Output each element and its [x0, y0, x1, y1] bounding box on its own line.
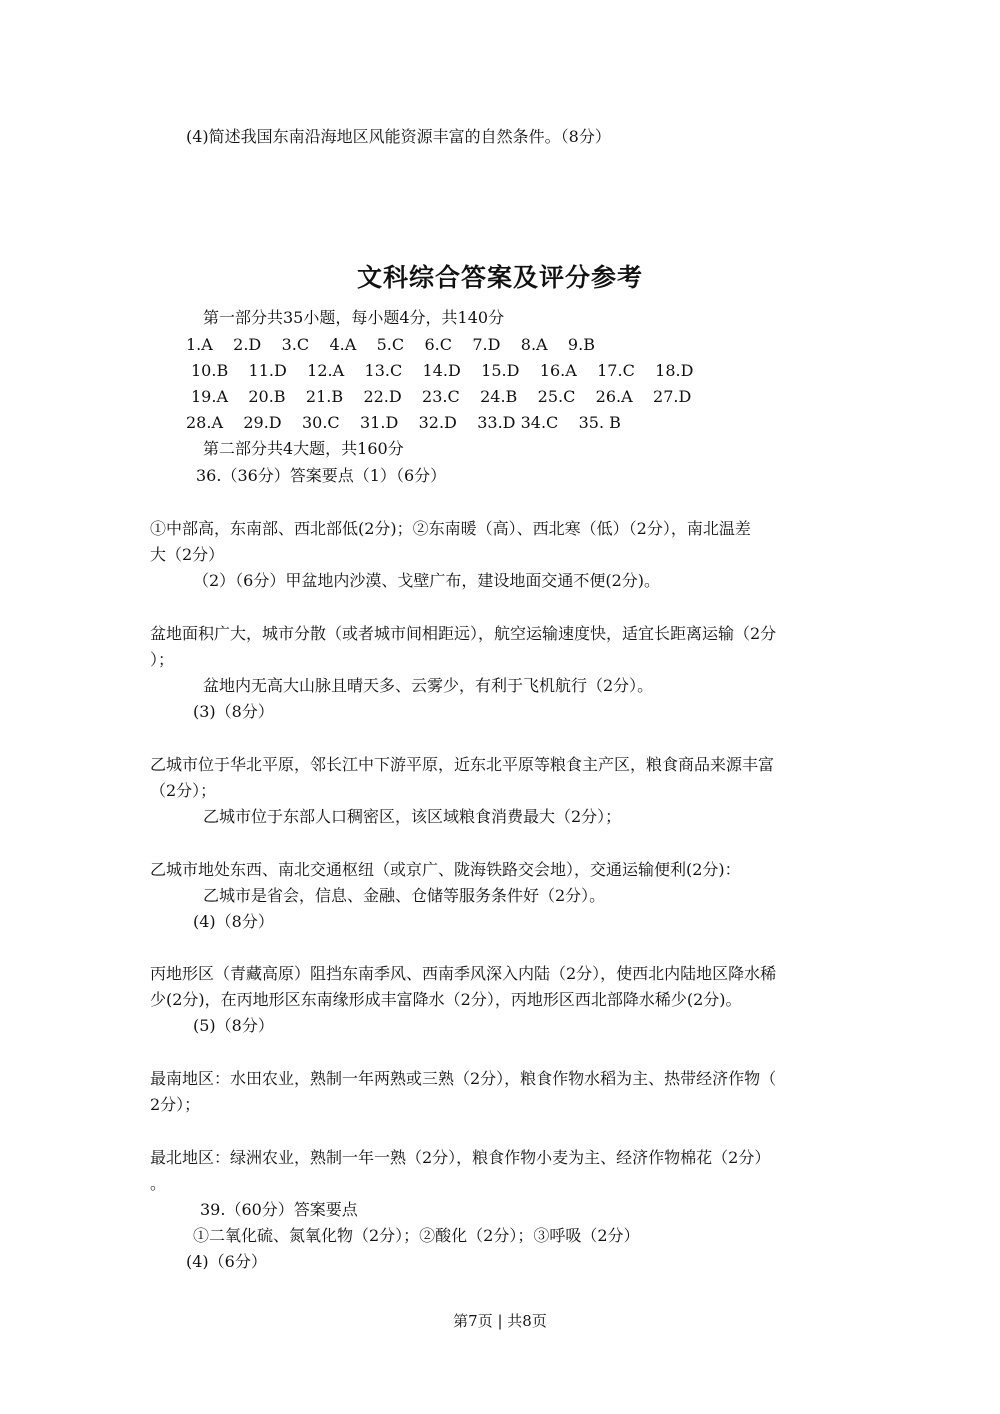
answer-row-3: 19.A 20.B 21.B 22.D 23.C 24.B 25.C 26.A 27.D — [191, 387, 692, 406]
q36-p5-line2: 2分）； — [150, 1095, 201, 1114]
q36-p4-line1: 丙地形区（青藏高原）阻挡东南季风、西南季风深入内陆（2分），使西北内陆地区降水稀 — [150, 964, 777, 983]
answer-row-4: 28.A 29.D 30.C 31.D 32.D 33.D 34.C 35. B — [186, 413, 621, 432]
q36-p5-line3: 最北地区：绿洲农业，熟制一年一熟（2分），粮食作物小麦为主、经济作物棉花（2分） — [150, 1148, 771, 1167]
q36-p1-line2: 大（2分） — [150, 545, 225, 564]
answer-row-1: 1.A 2.D 3.C 4.A 5.C 6.C 7.D 8.A 9.B — [186, 335, 595, 354]
q36-p1-line1: ①中部高，东南部、西北部低(2分)；②东南暖（高）、西北寒（低）（2分），南北温差 — [150, 519, 751, 538]
q36-p4-line2: 少(2分)，在丙地形区东南缘形成丰富降水（2分），丙地形区西北部降水稀少(2分)。 — [150, 990, 742, 1009]
q39-line1: ①二氧化硫、氮氧化物（2分）；②酸化（2分）；③呼吸（2分） — [193, 1226, 640, 1245]
q36-p2-line3: 盆地内无高大山脉且晴天多、云雾少，有利于飞机航行（2分）。 — [203, 676, 654, 695]
page-footer: 第7页 | 共8页 — [453, 1312, 547, 1330]
question-4: (4)简述我国东南沿海地区风能资源丰富的自然条件。（8分） — [186, 127, 611, 146]
q39-header: 39.（60分）答案要点 — [200, 1200, 358, 1219]
q36-header: 36.（36分）答案要点（1）（6分） — [196, 466, 447, 485]
q36-p3-line5: 乙城市是省会，信息、金融、仓储等服务条件好（2分）。 — [203, 886, 606, 905]
part1-header: 第一部分共35小题，每小题4分，共140分 — [203, 308, 505, 327]
q36-p2-header: （2）（6分）甲盆地内沙漠、戈壁广布，建设地面交通不便(2分)。 — [193, 571, 661, 590]
answer-row-2: 10.B 11.D 12.A 13.C 14.D 15.D 16.A 17.C 18.D — [191, 361, 694, 380]
q36-p2-line2: ）； — [150, 650, 175, 669]
q36-p4-header: (4)（8分） — [193, 912, 274, 931]
q36-p3-line4: 乙城市地处东西、南北交通枢纽（或京广、陇海铁路交会地），交通运输便利(2分)： — [150, 860, 741, 879]
q36-p5-line1: 最南地区：水田农业，熟制一年两熟或三熟（2分），粮食作物水稻为主、热带经济作物（ — [150, 1069, 777, 1088]
page-title: 文科综合答案及评分参考 — [356, 263, 643, 292]
part2-header: 第二部分共4大题，共160分 — [203, 439, 404, 458]
q39-p4-header: (4)（6分） — [186, 1252, 267, 1271]
q36-p3-line3: 乙城市位于东部人口稠密区，该区域粮食消费最大（2分）； — [203, 807, 622, 826]
q36-p5-line4: 。 — [150, 1174, 167, 1193]
q36-p3-line2: （2分）； — [150, 781, 217, 800]
q36-p3-line1: 乙城市位于华北平原，邻长江中下游平原，近东北平原等粮食主产区，粮食商品来源丰富 — [150, 755, 775, 774]
q36-p5-header: (5)（8分） — [193, 1016, 274, 1035]
q36-p3-header: (3)（8分） — [193, 702, 274, 721]
q36-p2-line1: 盆地面积广大，城市分散（或者城市间相距远），航空运输速度快，适宜长距离运输（2分 — [150, 624, 777, 643]
